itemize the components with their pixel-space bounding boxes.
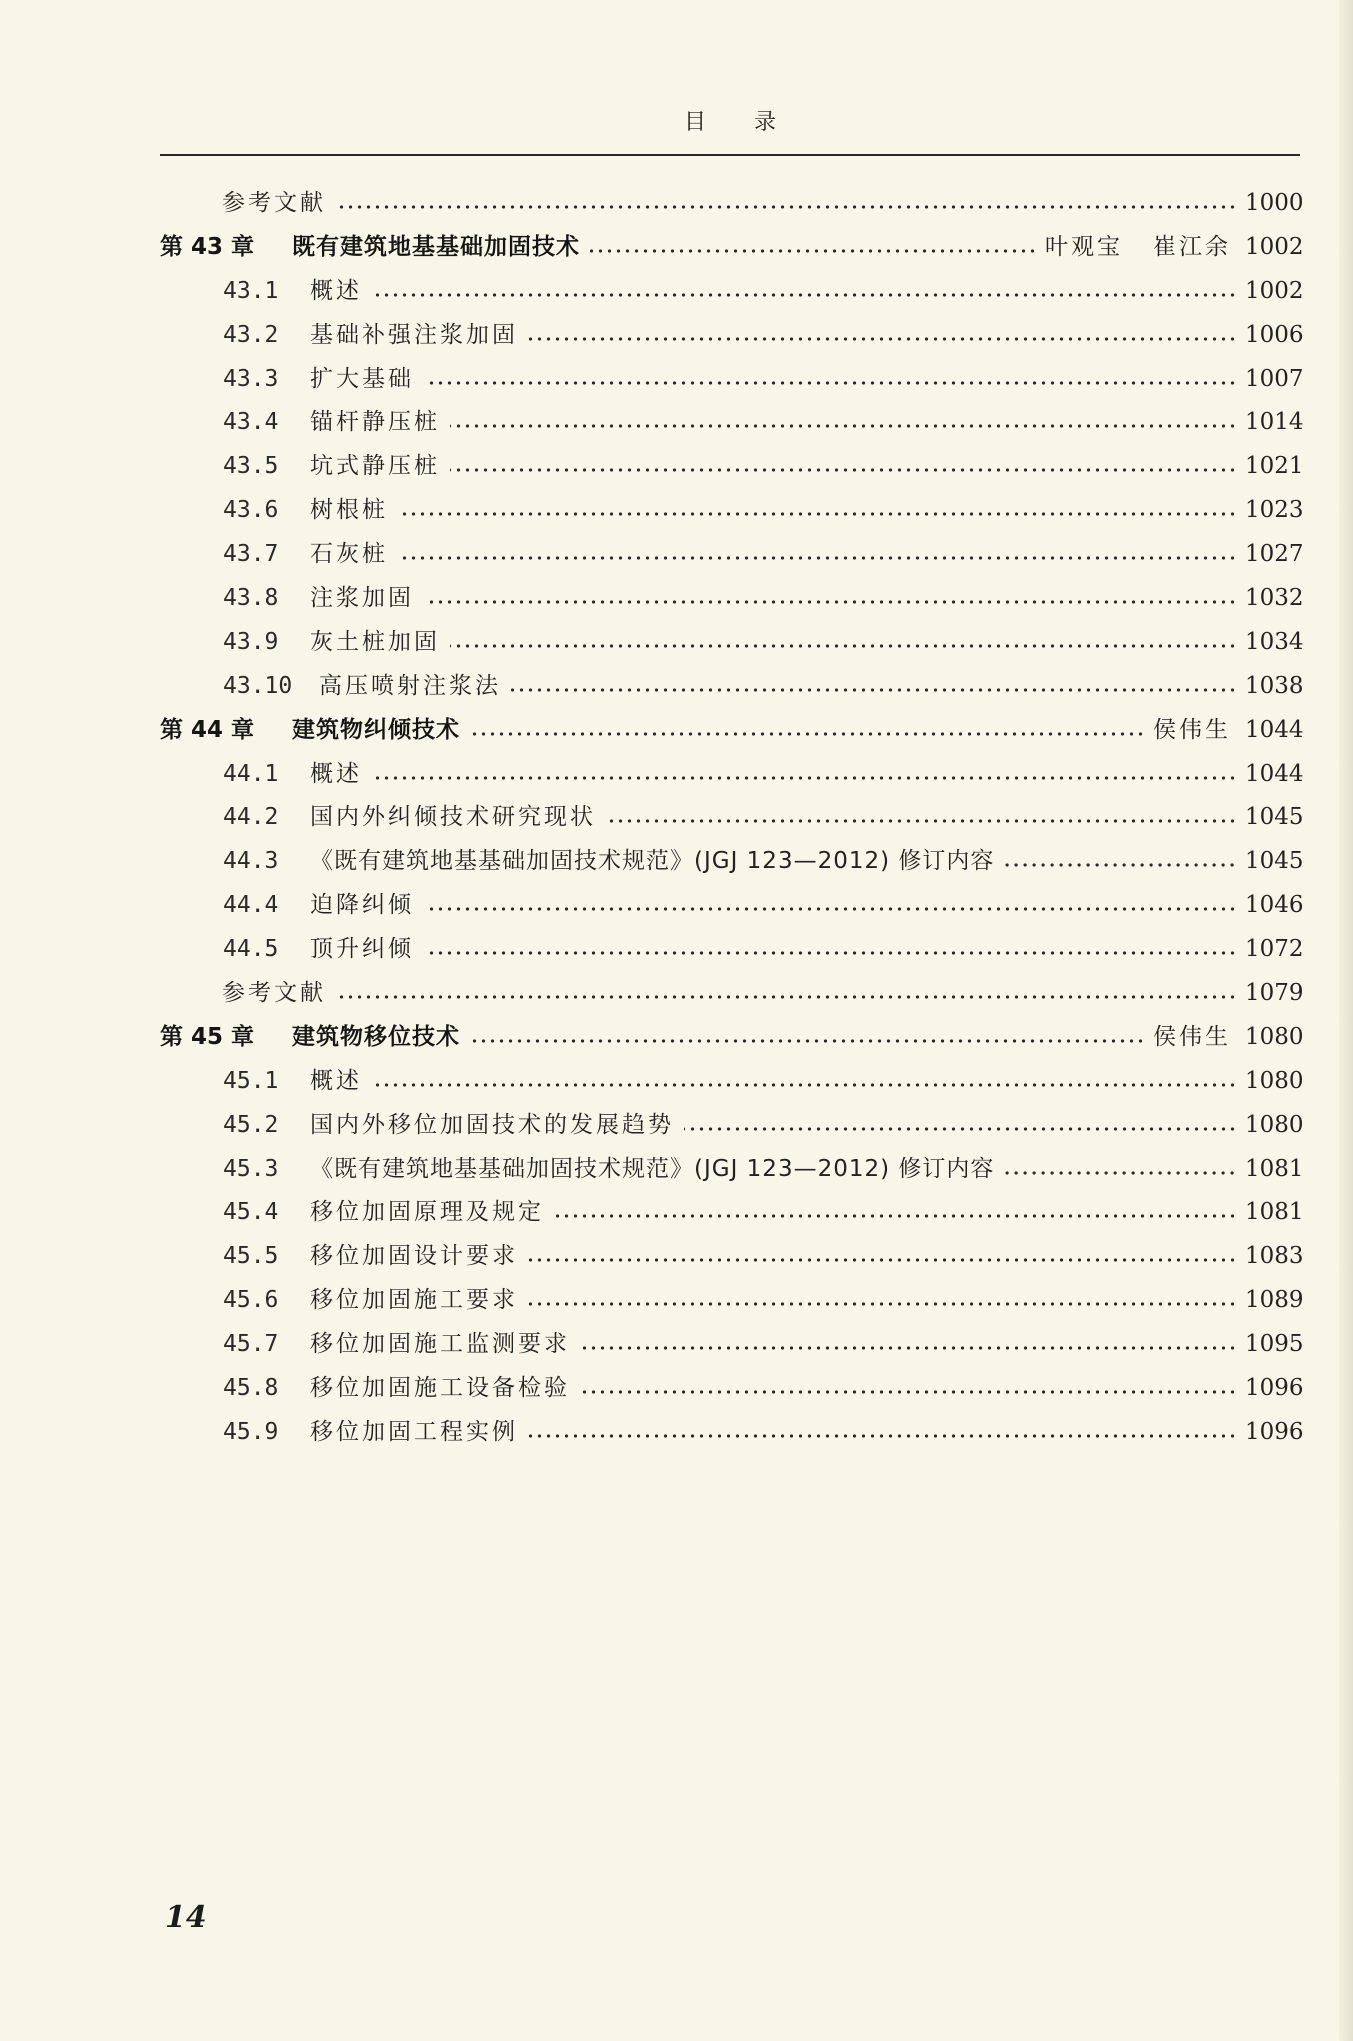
- section-title: 移位加固工程实例: [310, 1418, 518, 1445]
- section-title: 《既有建筑地基基础加固技术规范》(JGJ 123—2012) 修订内容: [310, 1155, 995, 1182]
- section-number: 45.4: [223, 1199, 279, 1226]
- section-number: 45.1: [223, 1067, 279, 1094]
- toc-section-45-6[interactable]: [160, 1279, 1303, 1323]
- dot-leader: [528, 1253, 1237, 1267]
- bleed-through-line: [160, 1597, 1300, 1641]
- entry-page: 1081: [1245, 1199, 1304, 1226]
- chapter-title: 建筑物移位技术: [292, 1023, 460, 1050]
- toc-entry-references[interactable]: [160, 972, 1303, 1016]
- header-rule: [160, 154, 1300, 156]
- toc-section-43-6[interactable]: [160, 489, 1303, 533]
- entry-page: 1000: [1245, 190, 1304, 216]
- entry-page: 1095: [1245, 1331, 1304, 1358]
- dot-leader: [554, 1209, 1237, 1223]
- chapter-title: 既有建筑地基基础加固技术: [292, 233, 580, 260]
- bleed-through-line: [160, 1509, 1300, 1553]
- section-number: 45.7: [223, 1331, 279, 1358]
- section-title: 移位加固原理及规定: [310, 1199, 544, 1226]
- section-number: 44.5: [223, 936, 279, 963]
- dot-leader: [372, 1078, 1237, 1092]
- dot-leader: [424, 902, 1237, 916]
- dot-leader: [372, 288, 1237, 302]
- toc-section-44-1[interactable]: [160, 753, 1303, 797]
- section-title: 移位加固施工设备检验: [310, 1375, 570, 1402]
- toc-section-45-7[interactable]: [160, 1323, 1303, 1367]
- dot-leader: [398, 551, 1237, 565]
- dot-leader: [424, 595, 1237, 609]
- toc-chapter-45[interactable]: [160, 1016, 1303, 1060]
- page-edge-shadow: [1339, 0, 1353, 2041]
- toc-section-43-8[interactable]: [160, 577, 1303, 621]
- entry-page: 1046: [1245, 892, 1304, 919]
- bleed-through-line: [160, 1729, 1300, 1773]
- entry-title: 参考文献: [222, 980, 326, 1007]
- section-title: 灰土桩加固: [310, 628, 440, 655]
- toc-section-44-3[interactable]: [160, 840, 1303, 884]
- toc-section-43-2[interactable]: [160, 314, 1303, 358]
- toc-section-44-5[interactable]: [160, 928, 1303, 972]
- section-number: 43.8: [223, 585, 279, 612]
- dot-leader: [580, 1341, 1237, 1355]
- bleed-through-texture: [160, 1465, 1300, 1861]
- entry-page: 1083: [1245, 1243, 1304, 1270]
- dot-leader: [1004, 1166, 1237, 1180]
- section-number: 43.1: [223, 277, 279, 304]
- section-number: 43.2: [223, 321, 279, 348]
- dot-leader: [580, 1385, 1237, 1399]
- dot-leader: [470, 1034, 1145, 1048]
- chapter-label: 第 44 章: [160, 716, 255, 743]
- toc-chapter-43[interactable]: [160, 226, 1303, 270]
- dot-leader: [528, 1429, 1237, 1443]
- dot-leader: [606, 814, 1237, 828]
- toc-section-45-3[interactable]: [160, 1148, 1303, 1192]
- entry-page: 1002: [1245, 233, 1304, 260]
- entry-page: 1038: [1245, 672, 1304, 699]
- section-title: 注浆加固: [310, 585, 414, 612]
- toc-section-43-10[interactable]: [160, 665, 1303, 709]
- toc-section-45-5[interactable]: [160, 1235, 1303, 1279]
- toc-section-45-2[interactable]: [160, 1104, 1303, 1148]
- section-number: 45.9: [223, 1418, 279, 1445]
- entry-page: 1002: [1245, 277, 1304, 304]
- entry-page: 1072: [1245, 936, 1304, 963]
- entry-page: 1027: [1245, 541, 1304, 568]
- section-number: 43.10: [223, 672, 293, 699]
- bleed-through-line: [160, 1465, 1300, 1509]
- section-number: 45.2: [223, 1111, 279, 1138]
- toc-section-43-1[interactable]: [160, 270, 1303, 314]
- chapter-title: 建筑物纠倾技术: [292, 716, 460, 743]
- bleed-through-line: [160, 1817, 1300, 1861]
- dot-leader: [424, 946, 1237, 960]
- chapter-label: 第 45 章: [160, 1023, 255, 1050]
- running-header: [160, 108, 1300, 154]
- bleed-through-line: [160, 1773, 1300, 1817]
- entry-page: 1080: [1245, 1067, 1304, 1094]
- entry-page: 1080: [1245, 1111, 1304, 1138]
- entry-page: 1079: [1245, 980, 1304, 1007]
- bleed-through-line: [160, 1553, 1300, 1597]
- section-title: 概述: [310, 277, 362, 304]
- section-number: 44.1: [223, 760, 279, 787]
- section-title: 概述: [310, 760, 362, 787]
- entry-page: 1089: [1245, 1287, 1304, 1314]
- section-title: 移位加固施工监测要求: [310, 1331, 570, 1358]
- dot-leader: [398, 507, 1237, 521]
- section-title: 锚杆静压桩: [310, 409, 440, 436]
- section-number: 45.6: [223, 1287, 279, 1314]
- section-number: 45.5: [223, 1243, 279, 1270]
- chapter-author: 侯伟生: [1153, 1023, 1231, 1050]
- section-number: 45.8: [223, 1375, 279, 1402]
- entry-page: 1034: [1245, 628, 1304, 655]
- section-title: 扩大基础: [310, 365, 414, 392]
- entry-page: 1081: [1245, 1155, 1304, 1182]
- toc-section-45-8[interactable]: [160, 1367, 1303, 1411]
- dot-leader: [450, 419, 1237, 433]
- entry-page: 1007: [1245, 365, 1304, 392]
- toc-section-43-5[interactable]: [160, 445, 1303, 489]
- toc-section-44-4[interactable]: [160, 884, 1303, 928]
- toc-section-45-4[interactable]: [160, 1191, 1303, 1235]
- section-title: 国内外移位加固技术的发展趋势: [310, 1111, 674, 1138]
- toc-chapter-44[interactable]: [160, 709, 1303, 753]
- section-title: 迫降纠倾: [310, 892, 414, 919]
- page-number: 14: [165, 1900, 207, 1935]
- bleed-through-line: [160, 1641, 1300, 1685]
- entry-page: 1014: [1245, 409, 1304, 436]
- section-title: 顶升纠倾: [310, 936, 414, 963]
- toc-entry-references[interactable]: [160, 182, 1303, 226]
- toc-section-43-4[interactable]: [160, 401, 1303, 445]
- section-number: 44.3: [223, 848, 279, 875]
- section-title: 移位加固施工要求: [310, 1287, 518, 1314]
- page-title: 目录: [683, 110, 824, 135]
- section-title: 基础补强注浆加固: [310, 321, 518, 348]
- dot-leader: [424, 376, 1237, 390]
- entry-page: 1021: [1245, 453, 1304, 480]
- dot-leader: [511, 683, 1237, 697]
- entry-page: 1080: [1245, 1023, 1304, 1050]
- entry-page: 1044: [1245, 716, 1304, 743]
- toc-section-44-2[interactable]: [160, 796, 1303, 840]
- section-title: 概述: [310, 1067, 362, 1094]
- dot-leader: [450, 639, 1237, 653]
- section-number: 45.3: [223, 1155, 279, 1182]
- toc-section-45-1[interactable]: [160, 1060, 1303, 1104]
- dot-leader: [336, 990, 1237, 1004]
- section-title: 树根桩: [310, 497, 388, 524]
- section-title: 《既有建筑地基基础加固技术规范》(JGJ 123—2012) 修订内容: [310, 848, 995, 875]
- dot-leader: [336, 200, 1237, 214]
- entry-page: 1045: [1245, 848, 1304, 875]
- section-title: 石灰桩: [310, 541, 388, 568]
- dot-leader: [528, 332, 1237, 346]
- section-number: 43.4: [223, 409, 279, 436]
- toc-section-43-3[interactable]: [160, 358, 1303, 402]
- dot-leader: [372, 771, 1237, 785]
- entry-page: 1044: [1245, 760, 1304, 787]
- section-number: 43.9: [223, 628, 279, 655]
- section-number: 43.5: [223, 453, 279, 480]
- dot-leader: [590, 244, 1037, 258]
- toc-section-43-9[interactable]: [160, 621, 1303, 665]
- section-number: 43.6: [223, 497, 279, 524]
- chapter-author: 侯伟生: [1153, 716, 1231, 743]
- chapter-author: 叶观宝: [1045, 233, 1123, 260]
- section-title: 高压喷射注浆法: [319, 672, 501, 699]
- chapter-author: 崔江余: [1153, 233, 1231, 260]
- entry-page: 1023: [1245, 497, 1304, 524]
- entry-page: 1006: [1245, 321, 1304, 348]
- dot-leader: [528, 1297, 1237, 1311]
- section-title: 国内外纠倾技术研究现状: [310, 804, 596, 831]
- entry-page: 1096: [1245, 1375, 1304, 1402]
- entry-page: 1045: [1245, 804, 1304, 831]
- entry-title: 参考文献: [222, 190, 326, 216]
- dot-leader: [470, 727, 1145, 741]
- section-number: 43.3: [223, 365, 279, 392]
- toc-section-45-9[interactable]: [160, 1411, 1303, 1455]
- bleed-through-line: [160, 1685, 1300, 1729]
- entry-page: 1032: [1245, 585, 1304, 612]
- entry-page: 1096: [1245, 1418, 1304, 1445]
- section-number: 44.2: [223, 804, 279, 831]
- section-title: 移位加固设计要求: [310, 1243, 518, 1270]
- section-number: 44.4: [223, 892, 279, 919]
- table-of-contents: [160, 182, 1303, 1455]
- chapter-label: 第 43 章: [160, 233, 255, 260]
- toc-section-43-7[interactable]: [160, 533, 1303, 577]
- section-number: 43.7: [223, 541, 279, 568]
- dot-leader: [450, 463, 1237, 477]
- section-title: 坑式静压桩: [310, 453, 440, 480]
- dot-leader: [684, 1122, 1237, 1136]
- dot-leader: [1004, 858, 1237, 872]
